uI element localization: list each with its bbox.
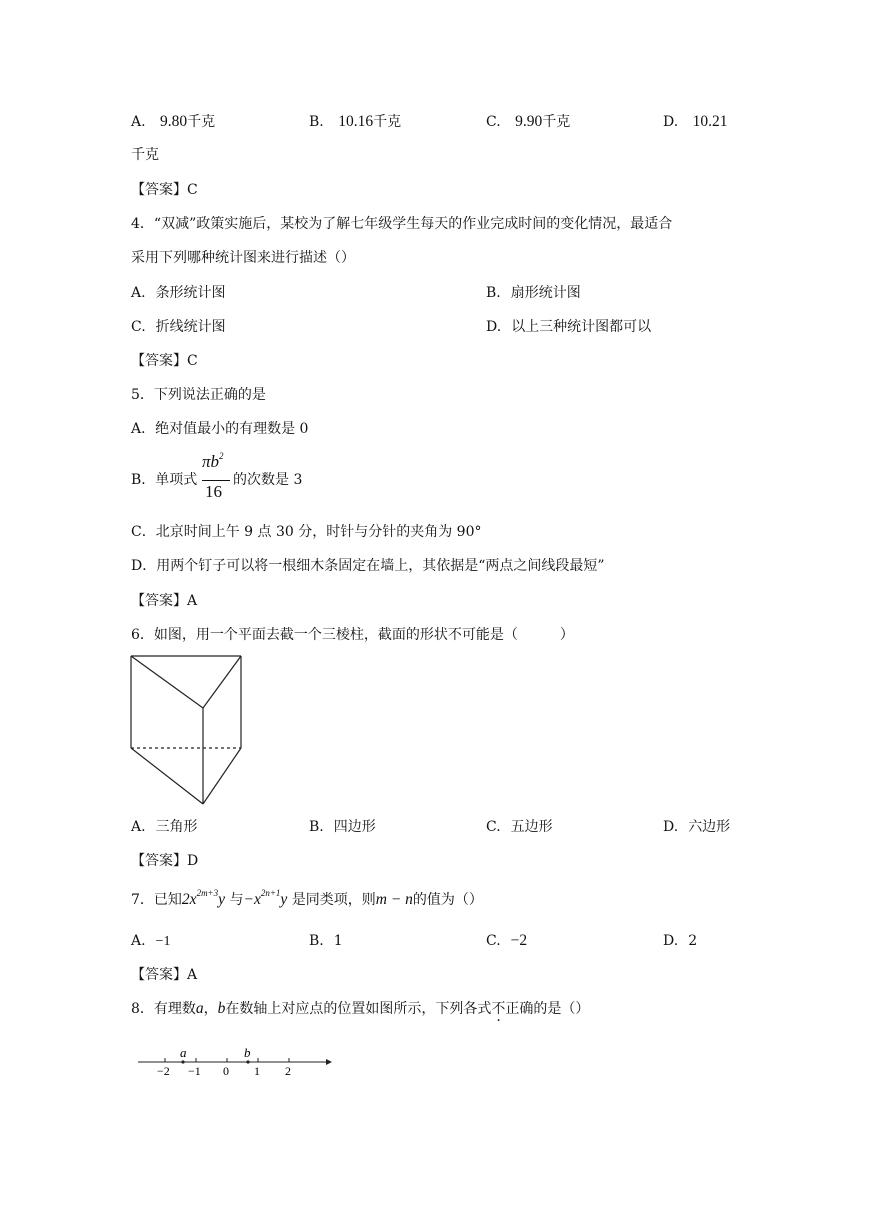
q7-option-d: D. 2 [663, 933, 698, 949]
q4-answer: 【答案】C [131, 353, 198, 369]
q3-option-d: D. 10.21 [663, 113, 728, 130]
fraction-bar [202, 480, 230, 481]
q8-stem: 8．有理数a，b在数轴上对应点的位置如图所示，下列各式不正确的是（） [131, 1000, 590, 1017]
q6-option-c: C. 五边形 [486, 819, 553, 835]
tick-label-minus-2: −2 [157, 1064, 170, 1078]
q5-option-b-suffix: 的次数是 3 [233, 472, 303, 488]
q5-option-c: C．北京时间上午 9 点 30 分，时针与分针的夹角为 90° [131, 524, 482, 540]
q3-answer: 【答案】C [131, 182, 198, 198]
q4-option-c: C. 折线统计图 [131, 319, 226, 335]
q5-fraction: $\pi b^2$ 16 [202, 458, 230, 504]
point-a-label: a [180, 1045, 187, 1060]
q6-stem: 6．如图，用一个平面去截一个三棱柱，截面的形状不可能是（ ） [131, 627, 574, 643]
tick-label-0: 0 [223, 1064, 229, 1078]
q4-option-d: D. 以上三种统计图都可以 [486, 319, 652, 335]
tick-label-minus-1: −1 [188, 1064, 201, 1078]
point-b-dot [246, 1060, 249, 1063]
q3-option-c: C. 9.90千克 [486, 113, 571, 130]
q5-stem: 5．下列说法正确的是 [131, 387, 266, 403]
q6-answer: 【答案】D [131, 853, 199, 869]
q7-stem: 7．已知$2x^{2m+3}y$ 与$-x^{2n+1}y$ 是同类项，则m − n的值为（） [131, 888, 483, 908]
number-line-arrow [326, 1059, 332, 1065]
point-a-dot [181, 1060, 184, 1063]
prism-top-left-edge [131, 656, 203, 708]
q3-option-a: A. 9.80千克 [131, 113, 216, 130]
q5-option-b-prefix: B．单项式 [131, 472, 198, 488]
prism-top-right-edge [203, 656, 241, 708]
tick-label-2: 2 [285, 1064, 291, 1078]
prism-bottom-left-edge [131, 748, 203, 804]
q7-option-c: C. −2 [486, 932, 528, 949]
point-b-label: b [244, 1045, 251, 1060]
q6-option-d: D. 六边形 [663, 819, 731, 835]
tick-label-1: 1 [254, 1064, 260, 1078]
q7-answer: 【答案】A [131, 967, 198, 983]
emphasis-dots-text: 不正确 [491, 1001, 534, 1017]
q5-option-a: A．绝对值最小的有理数是 0 [131, 421, 309, 437]
q3-option-b: B. 10.16千克 [309, 113, 402, 130]
q6-option-a: A. 三角形 [131, 819, 198, 835]
q6-option-b: B. 四边形 [309, 819, 376, 835]
q5-answer: 【答案】A [131, 593, 198, 609]
q4-option-a: A. 条形统计图 [131, 285, 226, 301]
q7-option-a: A. −1 [131, 933, 171, 949]
q4-stem-line1: 4．“双减”政策实施后，某校为了解七年级学生每天的作业完成时间的变化情况，最适合 [131, 216, 673, 232]
q4-option-b: B. 扇形统计图 [486, 285, 581, 301]
q3-option-d-unit-wrap: 千克 [131, 147, 159, 163]
q4-stem-line2: 采用下列哪种统计图来进行描述（） [131, 250, 355, 266]
q7-option-b: B. 1 [309, 933, 343, 949]
number-line [136, 1040, 332, 1080]
prism-bottom-right-edge [203, 748, 241, 804]
triangular-prism-figure [126, 652, 248, 810]
q5-option-d: D．用两个钉子可以将一根细木条固定在墙上，其依据是“两点之间线段最短” [131, 558, 605, 574]
